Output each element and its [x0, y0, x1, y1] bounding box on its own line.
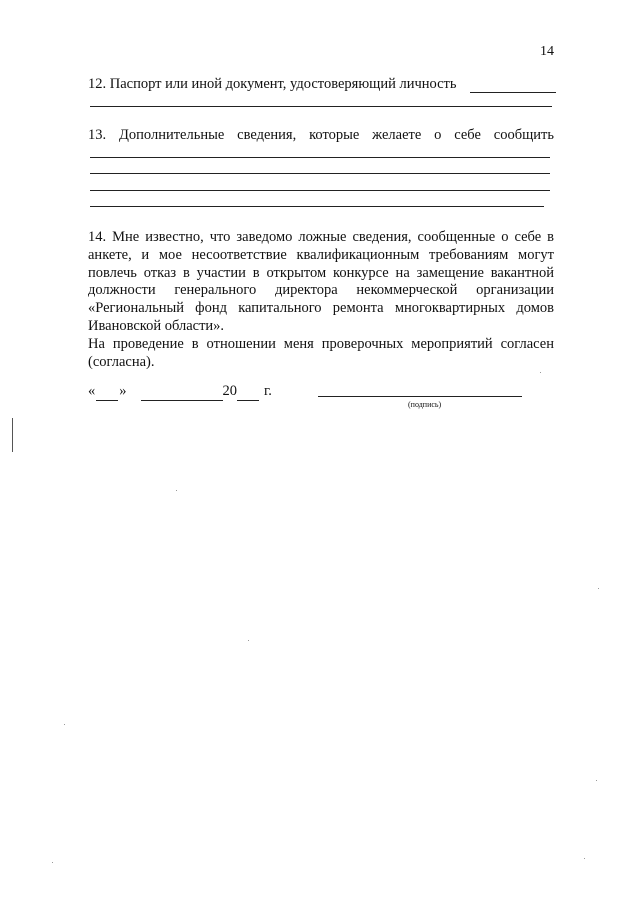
item-13-blank-line-2 — [90, 173, 550, 174]
item-13-blank-line-4 — [90, 206, 544, 207]
scan-speck — [584, 858, 585, 859]
item-14-line: Ивановской области». — [88, 317, 225, 334]
item-12-blank-line — [90, 106, 552, 107]
scan-speck — [248, 640, 249, 641]
item-14-line: анкете, и мое несоответствие квалификационным требованиям могут — [88, 246, 554, 263]
scan-speck — [540, 372, 541, 373]
item-13-blank-line-1 — [90, 157, 550, 158]
scan-speck — [176, 490, 177, 491]
day-blank — [96, 383, 118, 401]
year-blank — [237, 383, 259, 401]
scan-speck — [52, 862, 53, 863]
consent-line: (согласна). — [88, 353, 155, 370]
page-number: 14 — [540, 44, 554, 59]
scan-speck — [64, 724, 65, 725]
date-signature-row — [88, 383, 272, 401]
consent-line: На проведение в отношении меня проверочных мероприятий согласен — [88, 335, 554, 352]
item-14-line: должности генерального директора некоммерческой организации — [88, 282, 554, 299]
open-quote: « — [88, 383, 96, 399]
month-blank — [141, 383, 223, 401]
item-13-blank-line-3 — [90, 190, 550, 191]
item-14-statement — [88, 229, 554, 371]
close-quote: » — [119, 383, 127, 399]
scan-speck — [596, 780, 597, 781]
item-13-label: 13. Дополнительные сведения, которые желаете о себе сообщить — [88, 127, 554, 143]
item-12-inline-blank — [470, 92, 556, 93]
scan-artifact-mark — [12, 418, 13, 452]
year-prefix: 20 — [222, 383, 237, 399]
scan-speck — [598, 588, 599, 589]
item-14-line: 14. Мне известно, что заведомо ложные сведения, сообщенные о себе в — [88, 229, 554, 245]
item-12-label: 12. Паспорт или иной документ, удостоверяющий личность — [88, 76, 457, 92]
item-14-line: повлечь отказ в участии в открытом конкурсе на замещение вакантной — [88, 264, 554, 281]
signature-line — [318, 396, 522, 397]
signature-caption: (подпись) — [408, 400, 442, 409]
item-14-line: «Региональный фонд капитального ремонта многоквартирных домов — [88, 300, 554, 317]
year-suffix: г. — [264, 383, 272, 399]
